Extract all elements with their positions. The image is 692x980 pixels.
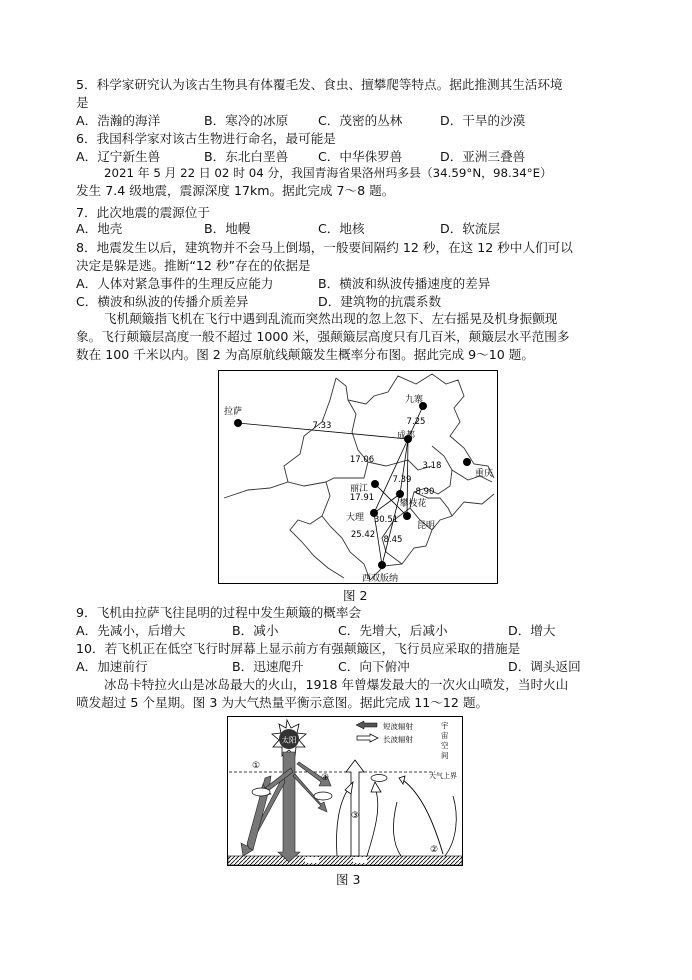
space-char-1: 宇 (441, 721, 449, 730)
city-label: 拉萨 (224, 407, 243, 417)
q7-option-c: C．地核 (318, 221, 365, 236)
q5-stem-line2: 是 (76, 95, 89, 110)
ground-gap-2 (353, 857, 367, 863)
city-point (378, 561, 386, 569)
city-point (396, 490, 404, 498)
q9-option-a: A．先减小，后增大 (76, 623, 186, 638)
long-wave-legend-label: 长波辐射 (383, 735, 413, 744)
city-label: 攀枝花 (399, 499, 427, 509)
q8-stem-line1: 8．地震发生以后，建筑物并不会马上倒塌，一般要间隔约 12 秒，在这 12 秒中人们可以 (76, 240, 573, 255)
quake-intro-line1: 2021 年 5 月 22 日 02 时 04 分，我国青海省果洛州玛多县（34.59°N，98.34°E） (104, 166, 552, 180)
q5-option-a: A．浩瀚的海洋 (76, 113, 161, 128)
city-label: 西双版纳 (362, 574, 399, 584)
q5-option-b: B．寒冷的冰原 (204, 113, 289, 128)
short-wave-legend-label: 短波辐射 (383, 722, 413, 731)
ground-gap-1 (305, 857, 319, 863)
q6-stem: 6．我国科学家对该古生物进行命名，最可能是 (76, 131, 336, 146)
q6-option-b: B．东北白垩兽 (204, 149, 289, 164)
turbulence-intro-line3: 数在 100 千米以内。图 2 为高原航线颠簸发生概率分布图。据此完成 9～10 题。 (76, 347, 534, 362)
figure2-caption: 图 2 (343, 588, 368, 603)
space-char-4: 间 (441, 751, 449, 760)
sun-label: 太阳 (281, 735, 297, 745)
route-value-label: 30.51 (373, 515, 399, 525)
ground-surface (228, 856, 462, 865)
marker-1: ① (252, 761, 261, 771)
marker-3: ③ (351, 811, 360, 821)
space-char-2: 宙 (441, 731, 449, 740)
q7-option-b: B．地幔 (204, 221, 251, 236)
marker-2: ② (430, 845, 439, 855)
route-value-label: 3.18 (422, 461, 442, 471)
q10-option-b: B．迅速爬升 (232, 659, 304, 674)
turbulence-intro-line2: 象。飞行颠簸层高度一般不超过 1000 米，强颠簸层高度只有几百米，颠簸层水平范围多 (76, 329, 570, 344)
quake-intro-line2: 发生 7.4 级地震，震源深度 17km。据此完成 7～8 题。 (76, 183, 395, 198)
route-value-label: 8.45 (383, 535, 403, 545)
q8-option-c: C．横波和纵波的传播介质差异 (76, 294, 249, 309)
city-point (463, 458, 471, 466)
city-label: 成都 (396, 431, 416, 441)
route-value-label: 7.25 (406, 417, 426, 427)
city-label: 大理 (346, 513, 365, 523)
q6-option-d: D．亚洲三叠兽 (440, 149, 526, 164)
city-label: 丽江 (350, 484, 369, 494)
q7-option-a: A．地壳 (76, 221, 123, 236)
volcano-intro-line1: 冰岛卡特拉火山是冰岛最大的火山，1918 年曾爆发最大的一次火山喷发，当时火山 (104, 677, 569, 692)
route-value-label: 17.91 (349, 493, 375, 503)
q10-option-c: C．向下俯冲 (338, 659, 410, 674)
city-point (403, 512, 411, 520)
q10-stem: 10．若飞机正在低空飞行时屏幕上显示前方有强颠簸区，飞行员应采取的措施是 (76, 641, 521, 656)
q10-option-a: A．加速前行 (76, 659, 148, 674)
city-label: 重庆 (474, 469, 494, 479)
figure3-caption: 图 3 (336, 872, 361, 887)
route-value-label: 7.33 (312, 421, 332, 431)
q6-option-c: C．中华侏罗兽 (318, 149, 403, 164)
q7-option-d: D．软流层 (440, 221, 501, 236)
q10-option-d: D．调头返回 (508, 659, 581, 674)
city-label: 昆明 (416, 521, 436, 531)
turbulence-intro-line1: 飞机颠簸指飞机在飞行中遇到乱流而突然出现的忽上忽下、左右摇晃及机身振颤现 (104, 311, 558, 326)
marker-4: ④ (321, 773, 330, 783)
route-value-label: 7.39 (392, 475, 412, 485)
q8-stem-line2: 决定是躲是逃。推断“12 秒”存在的依据是 (76, 258, 311, 273)
q6-option-a: A．辽宁新生兽 (76, 149, 161, 164)
route-value-label: 8.90 (415, 487, 435, 497)
q7-stem: 7．此次地震的震源位于 (76, 205, 210, 220)
q5-stem-line1: 5．科学家研究认为该古生物具有体覆毛发、食虫、擅攀爬等特点。据此推测其生活环境 (76, 77, 563, 92)
atmosphere-top-label: 大气上界 (429, 772, 457, 780)
volcano-intro-line2: 喷发超过 5 个星期。图 3 为大气热量平衡示意图。据此完成 11～12 题。 (76, 695, 489, 710)
space-char-3: 空 (441, 741, 449, 750)
figure2-route-map (218, 370, 498, 584)
figure3-heat-balance (227, 716, 463, 866)
q9-stem: 9．飞机由拉萨飞往昆明的过程中发生颠簸的概率会 (76, 605, 362, 620)
city-label: 九寨 (404, 395, 424, 405)
city-point (371, 480, 379, 488)
q9-option-b: B．减小 (232, 623, 279, 638)
route-value-label: 25.42 (350, 530, 376, 540)
q5-option-c: C．茂密的丛林 (318, 113, 403, 128)
city-point (234, 419, 242, 427)
q8-option-a: A．人体对紧急事件的生理反应能力 (76, 276, 274, 291)
q9-option-d: D．增大 (508, 623, 556, 638)
route-value-label: 17.06 (349, 455, 375, 465)
q9-option-c: C．先增大，后减小 (338, 623, 448, 638)
q8-option-b: B．横波和纵波传播速度的差异 (318, 276, 491, 291)
q8-option-d: D．建筑物的抗震系数 (318, 294, 442, 309)
q5-option-d: D．干旱的沙漠 (440, 113, 526, 128)
